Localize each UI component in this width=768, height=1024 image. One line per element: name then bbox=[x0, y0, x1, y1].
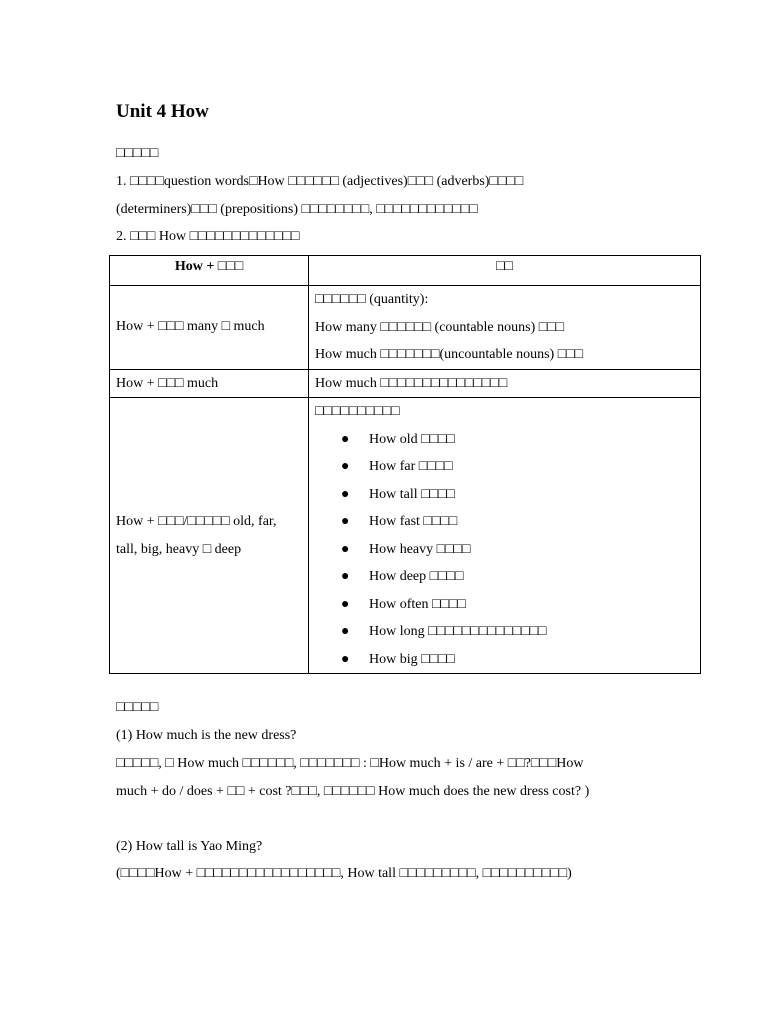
table-row bbox=[110, 286, 701, 370]
bullet-icon: ● bbox=[341, 431, 350, 447]
bullet-icon: ● bbox=[341, 651, 350, 667]
table-row bbox=[110, 398, 701, 674]
list-item: ● How big □□□□ bbox=[315, 646, 694, 674]
bullet-icon: ● bbox=[341, 541, 350, 557]
list-item: ● How tall □□□□ bbox=[315, 481, 694, 509]
example-1-question: (1) How much is the new dress? bbox=[116, 728, 297, 743]
table-cell-usage: □□□□□□ (quantity): How many □□□□□□ (countable nouns) □□□ How much □□□□□□□(uncountable nouns) □□□ bbox=[309, 286, 701, 370]
table-row bbox=[110, 369, 701, 398]
table-cell-usage: How much □□□□□□□□□□□□□□□ bbox=[309, 369, 701, 398]
example-1-note-line-2: much + do / does + □□ + cost ?□□□, □□□□□□ How much does the new dress cost? ) bbox=[116, 784, 590, 799]
examples-list bbox=[315, 426, 694, 674]
table-header-row bbox=[110, 256, 701, 286]
list-item: ● How long □□□□□□□□□□□□□□ bbox=[315, 618, 694, 646]
page-title: Unit 4 How bbox=[116, 101, 209, 122]
point-1-line-2: (determiners)□□□ (prepositions) □□□□□□□□, □□□□□□□□□□□□ bbox=[116, 202, 478, 217]
list-item: ● How heavy □□□□ bbox=[315, 536, 694, 564]
how-usage-table bbox=[109, 255, 701, 674]
bullet-icon: ● bbox=[341, 486, 350, 502]
bullet-icon: ● bbox=[341, 459, 350, 474]
list-item: ● How old □□□□ bbox=[315, 426, 694, 454]
list-item: ● How fast □□□□ bbox=[315, 508, 694, 536]
bullet-icon: ● bbox=[341, 596, 350, 612]
bullet-icon: ● bbox=[341, 569, 350, 584]
bullet-icon: ● bbox=[341, 514, 350, 529]
table-header-structure: How + □□□ bbox=[110, 256, 309, 286]
table-header-usage: □□ bbox=[309, 256, 701, 286]
point-1-line-1: 1. □□□□question words□How □□□□□□ (adjectives)□□□ (adverbs)□□□□ bbox=[116, 174, 524, 189]
table-cell-structure: How + □□□/□□□□□ old, far, tall, big, heavy □ deep bbox=[110, 398, 309, 674]
table-cell-structure: How + □□□ many □ much bbox=[110, 286, 309, 370]
table-cell-structure: How + □□□ much bbox=[110, 369, 309, 398]
section-heading-examples: □□□□□ bbox=[116, 700, 159, 715]
list-item: ● How far □□□□ bbox=[315, 453, 694, 481]
table-cell-usage: □□□□□□□□□□ ● How old □□□□ ● How far □□□□ ● How tall □□□□ ● How fast □□□□ ● How heavy □□□□ ● How deep □□□□ ● How often □□□□ ● How long □□□□□□□□□□□□□□ ● How big □□□□ bbox=[309, 398, 701, 674]
section-heading-explanation: □□□□□ bbox=[116, 146, 159, 161]
example-2-note: (□□□□How + □□□□□□□□□□□□□□□□□, How tall □□□□□□□□□, □□□□□□□□□□) bbox=[116, 866, 572, 881]
bullet-icon: ● bbox=[341, 624, 350, 639]
list-item: ● How deep □□□□ bbox=[315, 563, 694, 591]
list-item: ● How often □□□□ bbox=[315, 591, 694, 619]
point-2: 2. □□□ How □□□□□□□□□□□□□ bbox=[116, 229, 300, 244]
example-1-note-line-1: □□□□□, □ How much □□□□□□, □□□□□□□ : □How much + is / are + □□?□□□How bbox=[116, 756, 584, 771]
example-2-question: (2) How tall is Yao Ming? bbox=[116, 839, 263, 854]
